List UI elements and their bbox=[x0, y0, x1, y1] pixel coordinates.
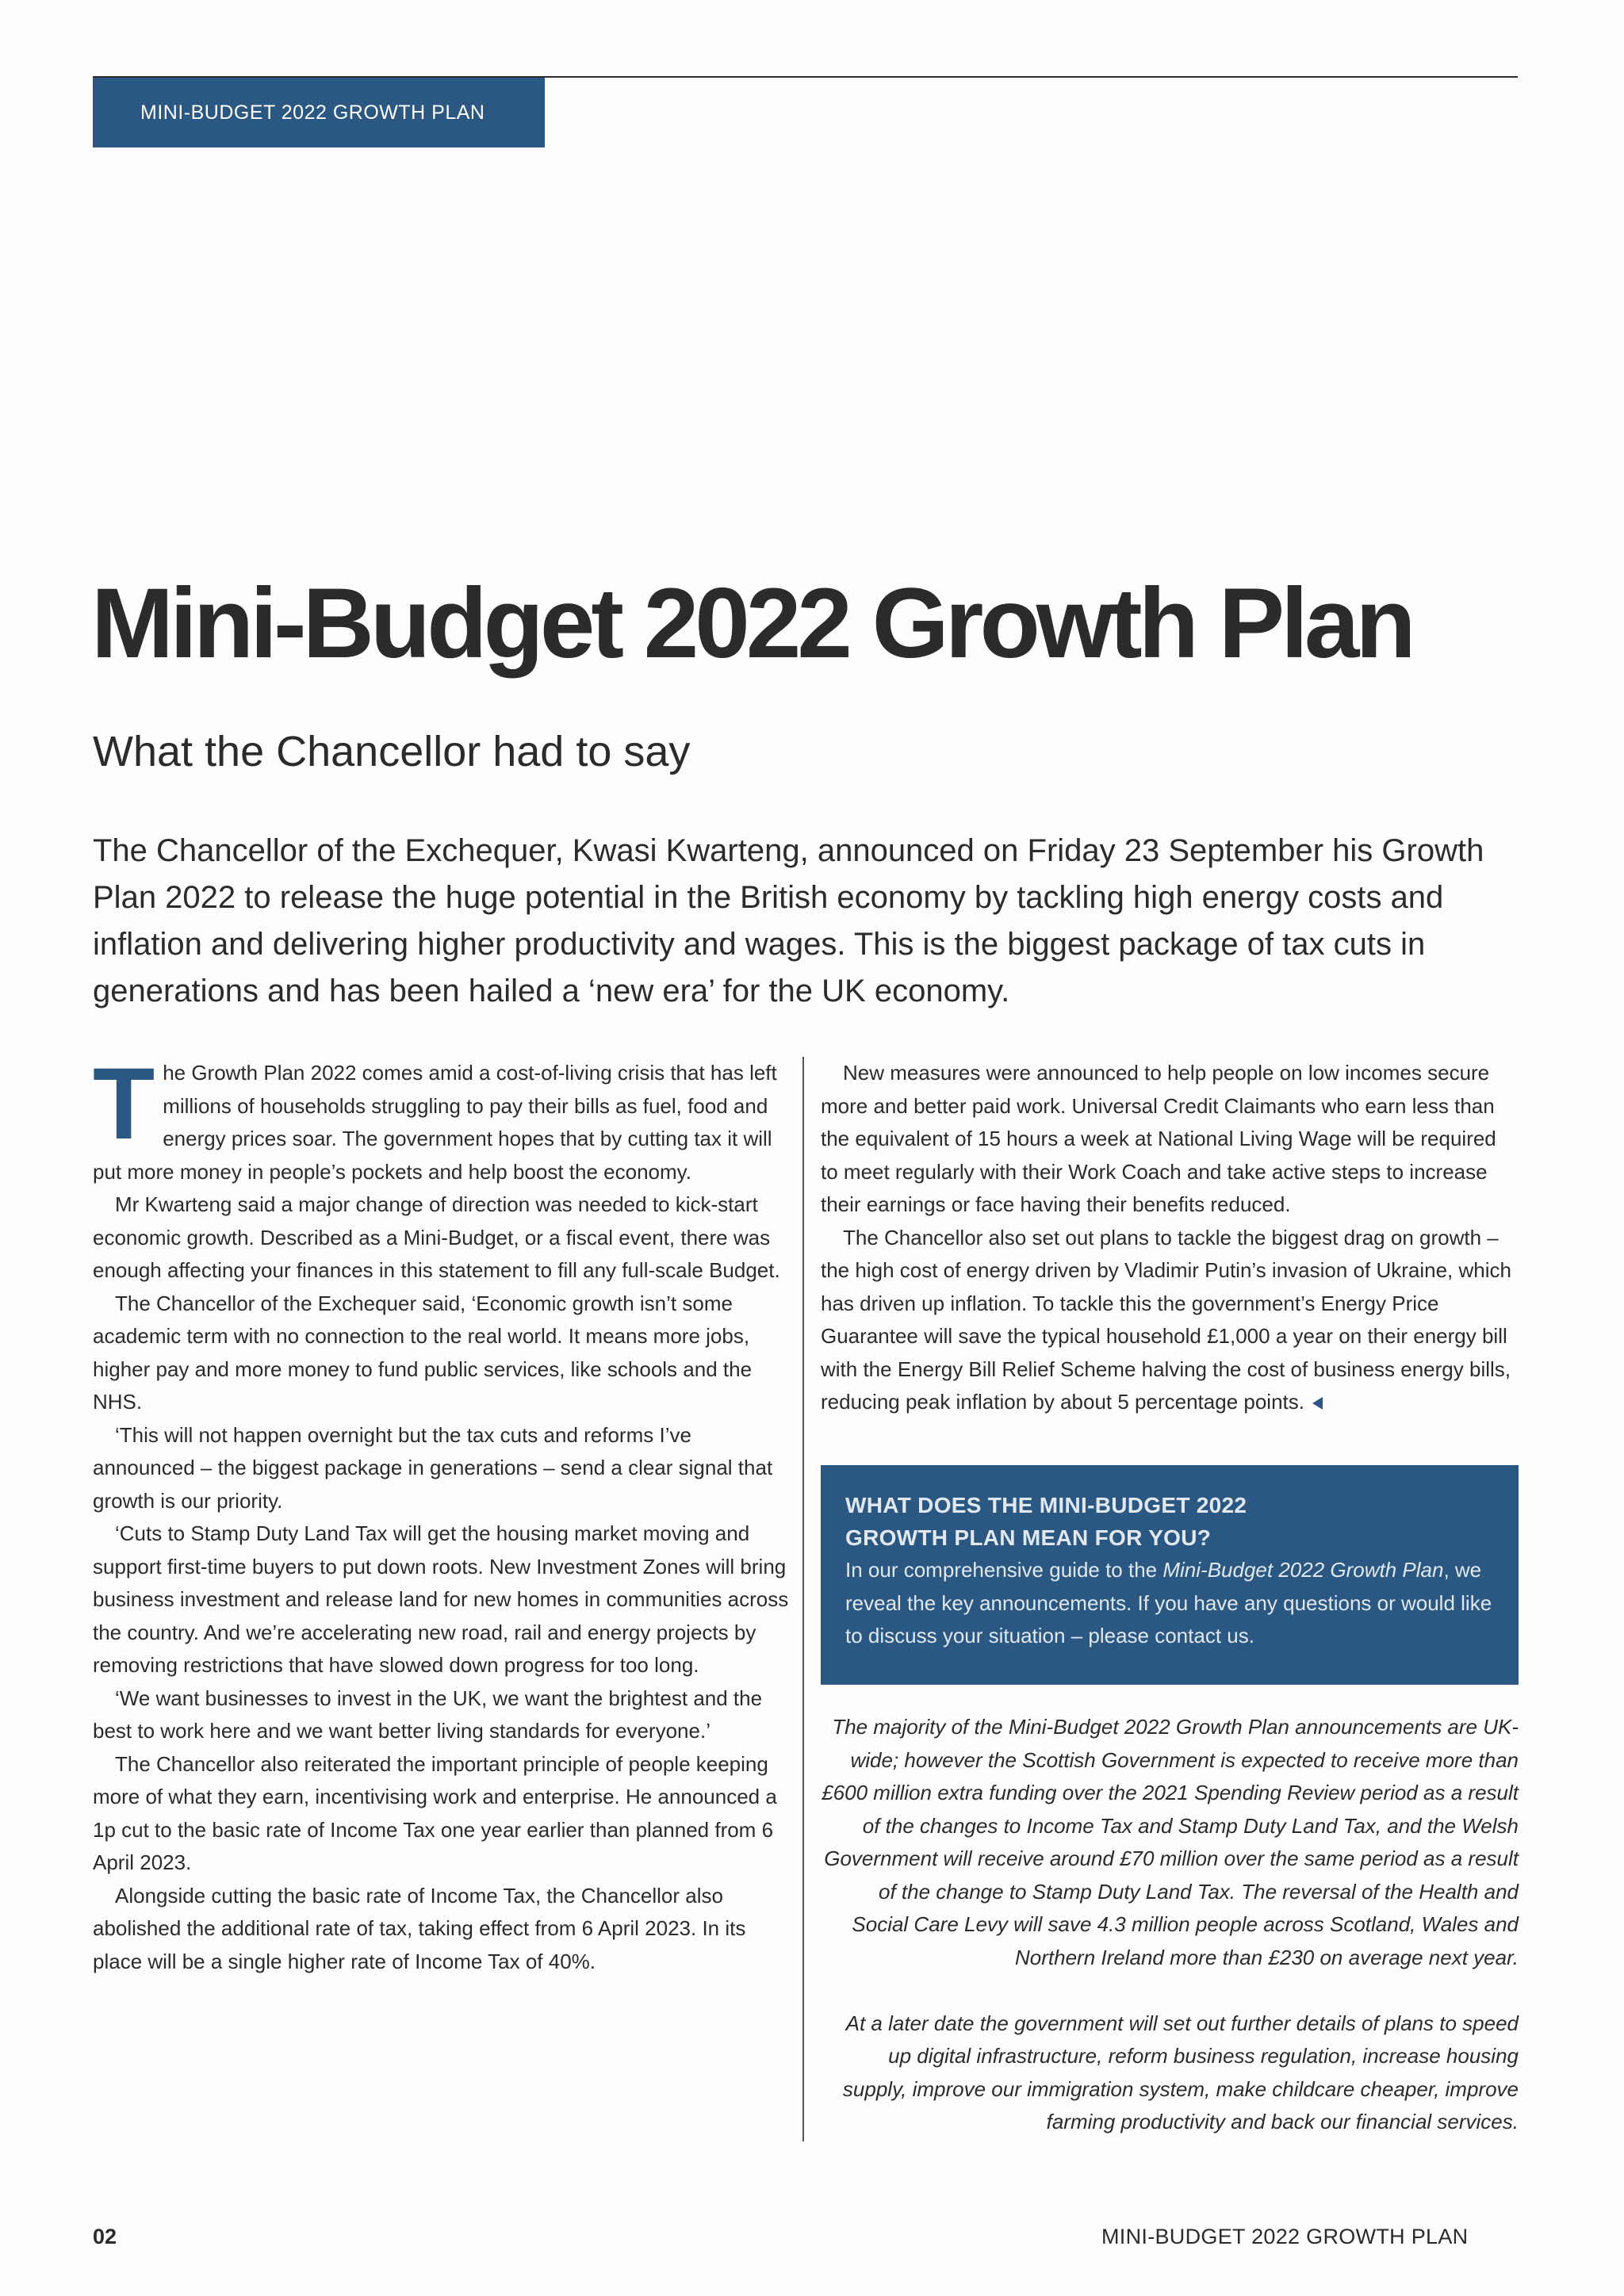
body-paragraph: New measures were announced to help people on low incomes secure more and better paid work. Universal Credit Claimants who earn less than the equivalent of 15 hours a week at National Living Wage will be required to meet regularly with their Work Coach and take active steps to increase their earnings or face having their benefits reduced. bbox=[821, 1061, 1496, 1216]
callout-text: In our comprehensive guide to the bbox=[845, 1558, 1163, 1582]
regional-notes bbox=[821, 1711, 1519, 2172]
body-paragraph: ‘Cuts to Stamp Duty Land Tax will get the housing market moving and support first-time buyers to put down roots. New Investment Zones will bring business investment and release land for new homes in communities across the country. And we’re accelerating new road, rail and energy projects by removing restrictions that have slowed down progress for too long. bbox=[93, 1521, 789, 1677]
paragraph-text: The Chancellor also set out plans to tackle the biggest drag on growth – the high cost of energy driven by Vladimir Putin’s invasion of Ukraine, which has driven up inflation. To tackle this the government’s Energy Price Guarantee will save the typical household £1,000 a year on their energy bill with the Energy Bill Relief Scheme halving the cost of business energy bills, reducing peak inflation by about 5 percentage points. bbox=[821, 1225, 1511, 1414]
callout-guide-title: Mini-Budget 2022 Growth Plan bbox=[1162, 1558, 1444, 1582]
column-divider bbox=[802, 1057, 804, 2141]
drop-cap: T bbox=[93, 1047, 155, 1161]
footer-title: MINI-BUDGET 2022 GROWTH PLAN bbox=[1101, 2225, 1469, 2248]
body-paragraph bbox=[93, 1047, 791, 1188]
body-paragraph: The Chancellor also reiterated the important principle of people keeping more of what they earn, incentivising work and enterprise. He announced a 1p cut to the basic rate of Income Tax one year earlier than planned from 6 April 2023. bbox=[93, 1751, 777, 1874]
callout-heading: WHAT DOES THE MINI-BUDGET 2022 GROWTH PLAN MEAN FOR YOU? bbox=[845, 1493, 1247, 1550]
page-subtitle: What the Chancellor had to say bbox=[93, 728, 691, 775]
right-column bbox=[821, 1057, 1519, 1419]
lead-paragraph: The Chancellor of the Exchequer, Kwasi Kwarteng, announced on Friday 23 September his Growth Plan 2022 to release the huge potential in the British economy by tackling high energy costs and inflation and delivering higher productivity and wages. This is the biggest package of tax cuts in generations and has been hailed a ‘new era’ for the UK economy. bbox=[93, 833, 1484, 1008]
page-number: 02 bbox=[93, 2225, 117, 2248]
callout-body bbox=[845, 1554, 1495, 1653]
section-tab bbox=[93, 78, 545, 147]
note-paragraph: At a later date the government will set out further details of plans to speed up digital infrastructure, reform business regulation, increase housing supply, improve our immigration system, make childcare cheaper, improve farming productivity and back our financial services. bbox=[842, 2011, 1519, 2133]
body-paragraph bbox=[821, 1222, 1519, 1419]
section-tab-label: MINI-BUDGET 2022 GROWTH PLAN bbox=[140, 101, 485, 124]
callout-box bbox=[821, 1465, 1519, 1685]
note-paragraph: The majority of the Mini-Budget 2022 Growth Plan announcements are UK-wide; however the Scottish Government is expected to receive more than £600 million extra funding over the 2021 Spending Review period as a result of the changes to Income Tax and Stamp Duty Land Tax, and the Welsh Government will receive around £70 million over the same period as a result of the change to Stamp Duty Land Tax. The reversal of the Health and Social Care Levy will save 4.3 million people across Scotland, Wales and Northern Ireland more than £230 on average next year. bbox=[822, 1715, 1519, 1969]
callout-text: , we reveal the key announcements. If you have any questions or would like to discuss your situation – please contact us. bbox=[845, 1558, 1492, 1647]
page-title: Mini-Budget 2022 Growth Plan bbox=[91, 568, 1412, 679]
body-paragraph: ‘This will not happen overnight but the tax cuts and reforms I’ve announced – the biggest package in generations – send a clear signal that growth is our priority. bbox=[93, 1422, 773, 1513]
left-column bbox=[93, 1047, 791, 1978]
body-paragraph: Alongside cutting the basic rate of Income Tax, the Chancellor also abolished the additional rate of tax, taking effect from 6 April 2023. In its place will be a single higher rate of Income Tax of 40%. bbox=[93, 1883, 746, 1973]
body-paragraph: Mr Kwarteng said a major change of direction was needed to kick-start economic growth. Described as a Mini-Budget, or a fiscal event, there was enough affecting your finances in this statement to fill any full-scale Budget. bbox=[93, 1192, 780, 1282]
paragraph-text: he Growth Plan 2022 comes amid a cost-of-living crisis that has left millions of households struggling to pay their bills as fuel, food and energy prices soar. The government hopes that by cutting tax it will put more money in people’s pockets and help boost the economy. bbox=[93, 1061, 777, 1184]
end-of-article-icon bbox=[1312, 1397, 1323, 1410]
body-paragraph: The Chancellor of the Exchequer said, ‘Economic growth isn’t some academic term with no connection to the real world. It means more jobs, higher pay and more money to fund public services, like schools and the NHS. bbox=[93, 1291, 753, 1414]
body-paragraph: ‘We want businesses to invest in the UK, we want the brightest and the best to work here and we want better living standards for everyone.’ bbox=[93, 1686, 763, 1743]
